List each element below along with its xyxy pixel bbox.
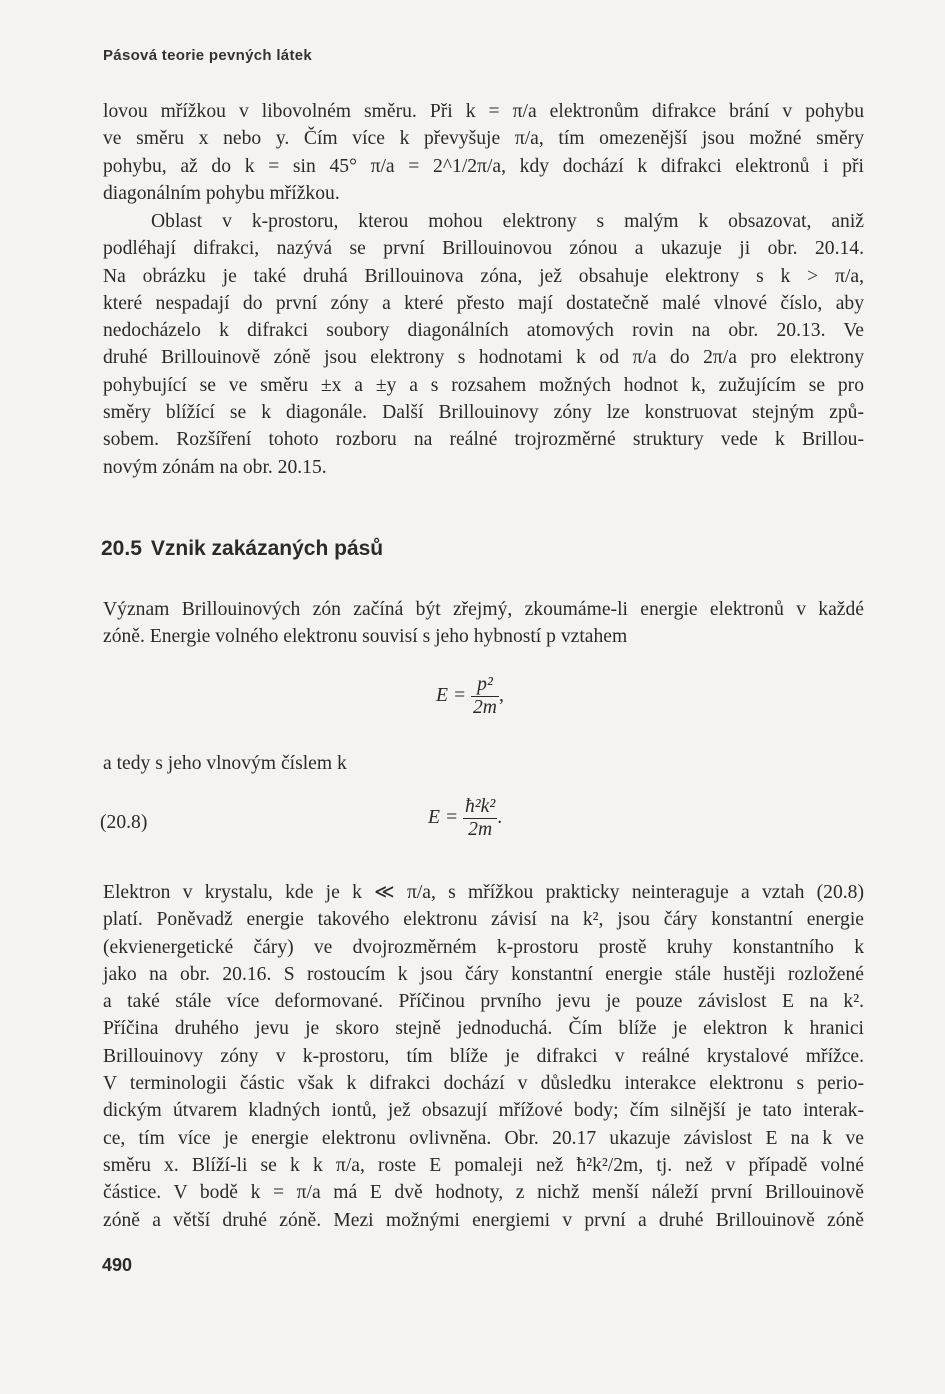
text-line: pohybu, až do k = sin 45° π/a = 2^1/2π/a, kdy dochází k difrakci elektronů i při bbox=[103, 155, 864, 177]
eq-lhs: E = bbox=[436, 685, 467, 706]
text-line: směry blížící se k diagonále. Další Brillouinovy zóny lze konstruovat stejným způ- bbox=[103, 402, 864, 424]
text-line: a tedy s jeho vlnovým číslem k bbox=[103, 753, 347, 774]
text-line: Význam Brillouinových zón začíná být zřejmý, zkoumáme-li energie elektronů v každé bbox=[103, 599, 864, 620]
fraction bbox=[471, 674, 499, 719]
paragraph-between bbox=[103, 750, 864, 777]
text-line: diagonálním pohybu mřížkou. bbox=[103, 182, 340, 204]
text-line: pohybující se ve směru ±x a ±y a s rozsahem možných hodnot k, zužujícím se pro bbox=[103, 374, 864, 396]
text-line: (ekvienergetické čáry) ve dvojrozměrném k-prostoru prostě kruhy konstantního k bbox=[103, 936, 864, 958]
page-number: 490 bbox=[102, 1255, 133, 1275]
equation-2 bbox=[428, 796, 502, 841]
text-line: zóně a větší druhé zóně. Mezi možnými energiemi v první a druhé Brillouinově zóně bbox=[103, 1209, 864, 1231]
text-line: nedocházelo k difrakci soubory diagonálních atomových rovin na obr. 20.13. Ve bbox=[103, 320, 864, 342]
text-line: Elektron v krystalu, kde je k ≪ π/a, s mřížkou prakticky neinteraguje a vztah (20.8) bbox=[103, 882, 864, 903]
text-line: směru x. Blíží-li se k k π/a, roste E pomaleji než ħ²k²/2m, tj. než v případě volné bbox=[103, 1154, 864, 1176]
text-line: Na obrázku je také druhá Brillouinova zóna, jež obsahuje elektrony s k > π/a, bbox=[103, 265, 864, 287]
text-line: V terminologii částic však k difrakci dochází v důsledku interakce elektronu s perio- bbox=[103, 1073, 864, 1095]
text-line: a také stále více deformované. Příčinou prvního jevu je pouze závislost E na k². bbox=[103, 991, 864, 1013]
text-line: ve směru x nebo y. Čím více k převyšuje π/a, tím omezenější jsou možné směry bbox=[103, 128, 864, 150]
paragraph-3 bbox=[103, 596, 864, 651]
text-line: jako na obr. 20.16. S rostoucím k jsou čáry konstantní energie stále hustěji rozložené bbox=[103, 963, 864, 985]
section-heading bbox=[101, 537, 383, 561]
numerator: ħ²k² bbox=[465, 796, 496, 817]
text-line: platí. Poněvadž energie takového elektronu závisí na k², jsou čáry konstantní energie bbox=[103, 909, 864, 931]
text-line: druhé Brillouinově zóně jsou elektrony s hodnotami k od π/a do 2π/a pro elektrony bbox=[103, 347, 864, 369]
text-line: zóně. Energie volného elektronu souvisí s jeho hybností p vztahem bbox=[103, 626, 628, 648]
text-line: ce, tím více je energie elektronu ovlivněna. Obr. 20.17 ukazuje závislost E na k ve bbox=[103, 1127, 864, 1149]
section-number: 20.5 bbox=[101, 537, 142, 560]
text-line: které nespadají do první zóny a které přesto mají dostatečně malé vlnové číslo, aby bbox=[103, 292, 864, 314]
equation-1 bbox=[436, 674, 504, 719]
eq-trail: . bbox=[497, 807, 503, 828]
running-head: Pásová teorie pevných látek bbox=[103, 47, 313, 64]
paragraph-2 bbox=[103, 208, 864, 481]
text-line: novým zónám na obr. 20.15. bbox=[103, 456, 327, 478]
denominator: 2m bbox=[468, 819, 493, 840]
text-line: Oblast v k-prostoru, kterou mohou elektrony s malým k obsazovat, aniž bbox=[151, 211, 864, 232]
text-line: dickým útvarem kladných iontů, jež obsazují mřížové body; čím silnější je tato interak- bbox=[103, 1100, 864, 1122]
paragraph-4 bbox=[103, 879, 864, 1234]
numerator: p² bbox=[477, 674, 493, 695]
denominator: 2m bbox=[473, 697, 497, 718]
text-line: lovou mřížkou v libovolném směru. Při k = π/a elektronům difrakce brání v pohybu bbox=[103, 101, 864, 122]
text-line: Brillouinovy zóny v k-prostoru, tím blíže je difrakci v reálné krystalové mřížce. bbox=[103, 1045, 864, 1067]
paragraph-1 bbox=[103, 98, 864, 207]
text-line: částice. V bodě k = π/a má E dvě hodnoty, z nichž menší náleží první Brillouinově bbox=[103, 1182, 864, 1204]
text-line: sobem. Rozšíření tohoto rozboru na reálné trojrozměrné struktury vede k Brillou- bbox=[103, 429, 864, 451]
text-line: Příčina druhého jevu je skoro stejně jednoduchá. Čím blíže je elektron k hranici bbox=[103, 1018, 864, 1040]
text-line: podléhají difrakci, nazývá se první Brillouinovou zónou a ukazuje ji obr. 20.14. bbox=[103, 238, 864, 260]
eq-trail: , bbox=[498, 685, 504, 706]
eq-lhs: E = bbox=[428, 807, 459, 828]
equation-label: (20.8) bbox=[100, 812, 148, 833]
fraction bbox=[463, 796, 497, 841]
section-title: Vznik zakázaných pásů bbox=[150, 537, 384, 560]
